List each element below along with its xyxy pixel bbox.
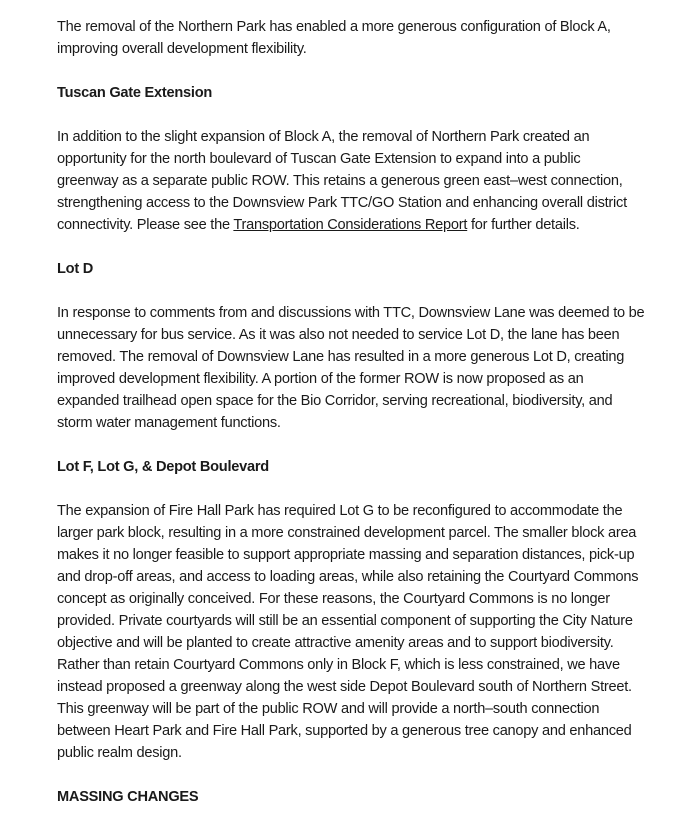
lot-d-line: removed. The removal of Downsview Lane has resulted in a more generous Lot D, creating [57,349,625,365]
lot-d-line: unnecessary for bus service. As it was also not needed to service Lot D, the lane has been [57,327,620,343]
intro-line: The removal of the Northern Park has enabled a more generous configuration of Block A, [57,19,611,35]
intro-paragraph [57,16,695,60]
lot-f-g-depot-heading: Lot F, Lot G, & Depot Boulevard [57,459,269,475]
tuscan-last-line [57,214,695,236]
lot-fg-line: instead proposed a greenway along the west side Depot Boulevard south of Northern Street. [57,679,632,695]
lot-fg-line: concept as originally conceived. For these reasons, the Courtyard Commons is no longer [57,591,610,607]
lot-fg-line: objective and will be planted to create attractive amenity areas and to support biodiversity. [57,635,614,651]
lot-fg-line: provided. Private courtyards will still be an essential component of supporting the City Nature [57,613,633,629]
tuscan-gate-paragraph [57,126,695,236]
document-page [57,16,695,830]
intro-line: improving overall development flexibility. [57,41,307,57]
lot-fg-line: This greenway will be part of the public ROW and will provide a north–south connection [57,701,600,717]
transportation-report-link[interactable]: Transportation Considerations Report [233,217,468,233]
massing-changes-heading: MASSING CHANGES [57,789,199,805]
tuscan-gate-heading: Tuscan Gate Extension [57,85,213,101]
lot-fg-line: public realm design. [57,745,182,761]
lot-fg-line: and drop-off areas, and access to loading areas, while also retaining the Courtyard Commons [57,569,639,585]
tuscan-line: opportunity for the north boulevard of Tuscan Gate Extension to expand into a public [57,151,581,167]
lot-d-line: improved development flexibility. A portion of the former ROW is now proposed as an [57,371,584,387]
lot-d-heading: Lot D [57,261,94,277]
lot-d-line: expanded trailhead open space for the Bio Corridor, serving recreational, biodiversity, and [57,393,613,409]
lot-d-line: storm water management functions. [57,415,281,431]
tuscan-line: strengthening access to the Downsview Park TTC/GO Station and enhancing overall district [57,195,627,211]
tuscan-last-line-prefix: connectivity. Please see the [57,217,234,233]
lot-fg-line: The expansion of Fire Hall Park has required Lot G to be reconfigured to accommodate the [57,503,623,519]
lot-d-line: In response to comments from and discussions with TTC, Downsview Lane was deemed to be [57,305,645,321]
tuscan-last-line-suffix: for further details. [467,217,580,233]
lot-fg-line: makes it no longer feasible to support appropriate massing and separation distances, pick-up [57,547,635,563]
tuscan-line: In addition to the slight expansion of Block A, the removal of Northern Park created an [57,129,590,145]
tuscan-line: greenway as a separate public ROW. This retains a generous green east–west connection, [57,173,623,189]
lot-f-g-depot-paragraph [57,500,695,764]
lot-fg-line: Rather than retain Courtyard Commons only in Block F, which is less constrained, we have [57,657,620,673]
lot-d-paragraph [57,302,695,434]
lot-fg-line: larger park block, resulting in a more constrained development parcel. The smaller block area [57,525,637,541]
lot-fg-line: between Heart Park and Fire Hall Park, supported by a generous tree canopy and enhanced [57,723,632,739]
